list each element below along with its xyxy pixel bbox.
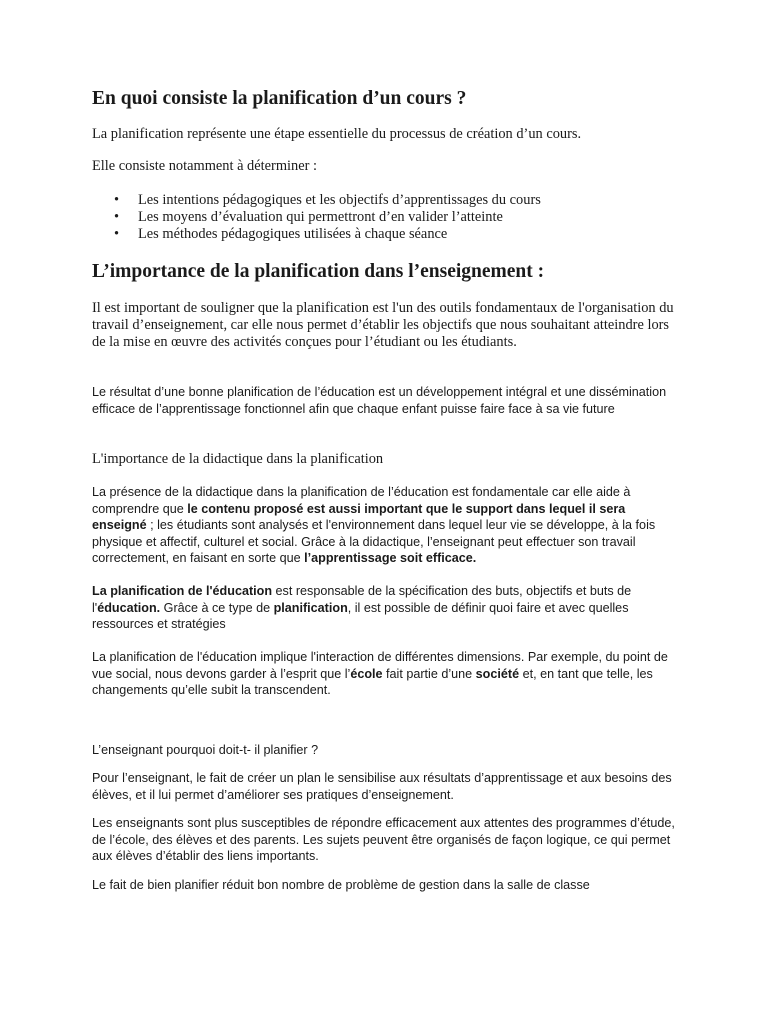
bullet-list xyxy=(92,192,541,243)
list-item: • Les intentions pédagogiques et les objectifs d’apprentissages du cours xyxy=(114,192,541,208)
paragraph-intro: La planification représente une étape essentielle du processus de création d’un cours. xyxy=(92,126,582,142)
paragraph-dimensions: La planification de l'éducation implique l'interaction de différentes dimensions. Par exemple, du point de vue social, nous devons garder à l’esprit que l’école fait partie d’une société et, en tant que telle, les changements qu’elle subit la transcendent. xyxy=(92,650,668,697)
paragraph-didactique: La présence de la didactique dans la planification de l’éducation est fondamentale car elle aide à comprendre que le contenu proposé est aussi important que le support dans lequel il sera enseigné ; les étudiants sont analysés et l'environnement dans lequel leur vie se développe, à la fois physique et affectif, culturel et social. Grâce à la didactique, l’enseignant peut effectuer son travail correctement, en faisant en sorte que l’apprentissage soit efficace. xyxy=(92,485,656,565)
heading-section-2: L’importance de la planification dans l’enseignement : xyxy=(92,261,545,282)
list-item: • Les moyens d’évaluation qui permettront d’en valider l’atteinte xyxy=(114,209,503,225)
paragraph-importance: Il est important de souligner que la planification est l'un des outils fondamentaux de l'organisation du travail d’enseignement, car elle nous permet d’établir les objectifs que nous souhaitant atteindre lors de la mise en œuvre des activités conçues pour l’étudiant ou les étudiants. xyxy=(92,300,674,350)
paragraph-result: Le résultat d’une bonne planification de l’éducation est un développement intégral et une dissémination efficace de l’apprentissage fonctionnel afin que chaque enfant puisse faire face à sa vie future xyxy=(92,385,667,416)
heading-section-1: En quoi consiste la planification d’un cours ? xyxy=(92,88,467,109)
bullet-icon: • xyxy=(114,192,120,208)
subheading-didactique: L'importance de la didactique dans la planification xyxy=(92,451,384,467)
bullet-icon: • xyxy=(114,209,120,225)
question-why-plan: L’enseignant pourquoi doit-t- il planifier ? xyxy=(92,743,319,757)
paragraph-lead: Elle consiste notamment à déterminer : xyxy=(92,158,317,174)
paragraph-teacher: Pour l’enseignant, le fait de créer un plan le sensibilise aux résultats d’apprentissage et aux besoins des élèves, et il lui permet d’améliorer ses pratiques d’enseignement. xyxy=(92,771,672,802)
bullet-icon: • xyxy=(114,226,120,242)
paragraph-classroom: Le fait de bien planifier réduit bon nombre de problème de gestion dans la salle de classe xyxy=(92,878,590,892)
paragraph-specification: La planification de l'éducation est responsable de la spécification des buts, objectifs et buts de l'éducation. Grâce à ce type de planification, il est possible de définir quoi faire et avec quelles ressources et stratégies xyxy=(92,584,632,631)
list-item: • Les méthodes pédagogiques utilisées à chaque séance xyxy=(114,226,448,242)
paragraph-expectations: Les enseignants sont plus susceptibles de répondre efficacement aux attentes des programmes d’étude, de l’école, des élèves et des parents. Les sujets peuvent être organisés de façon logique, ce qui permet aux élèves d’établir des liens importants. xyxy=(92,816,675,863)
